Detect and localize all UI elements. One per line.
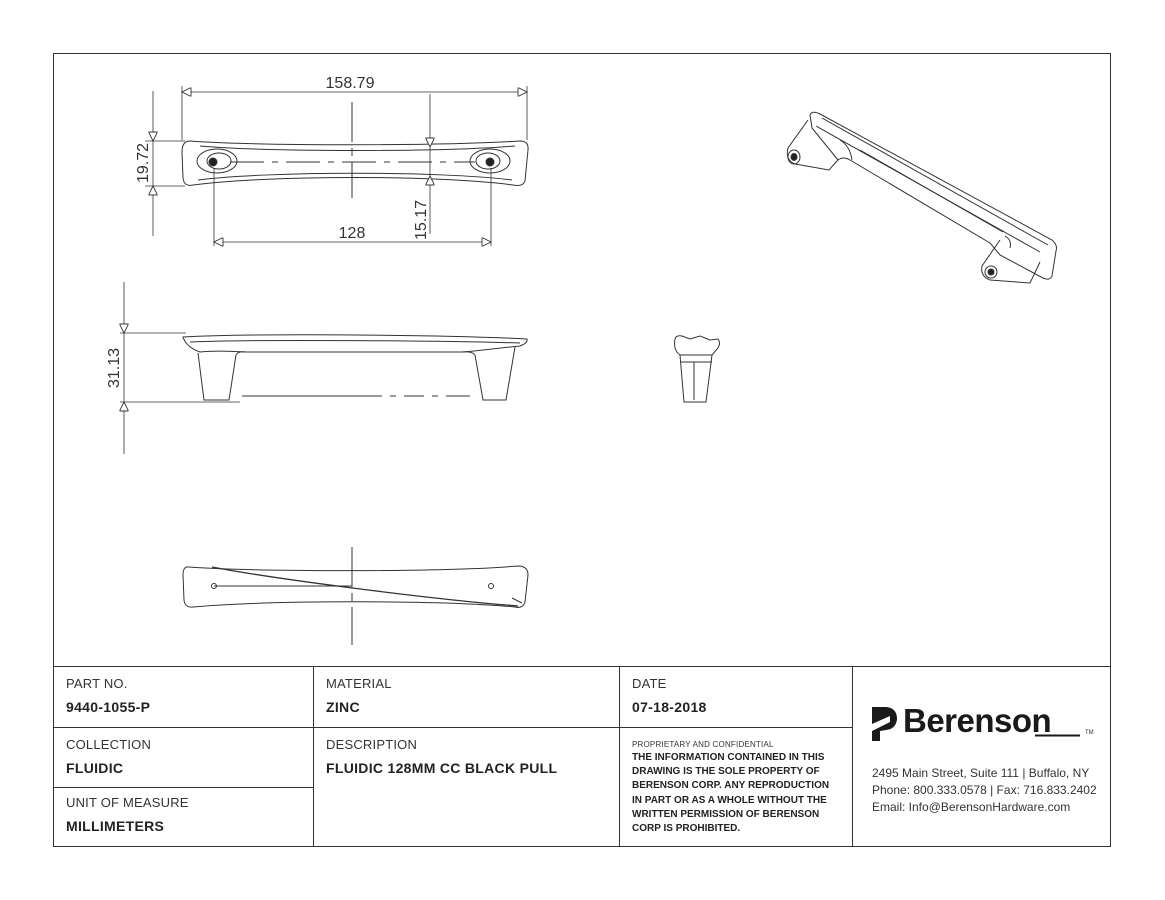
- company-email: Email: Info@BerensonHardware.com: [872, 800, 1071, 814]
- bottom-view: [183, 547, 528, 645]
- top-view-dimensions: [145, 86, 527, 246]
- part-no-value: 9440-1055-P: [66, 699, 151, 715]
- proprietary-line: DRAWING IS THE SOLE PROPERTY OF: [632, 766, 820, 778]
- proprietary-heading: PROPRIETARY AND CONFIDENTIAL: [632, 740, 774, 749]
- material-value: ZINC: [326, 699, 360, 715]
- date-value: 07-18-2018: [632, 699, 707, 715]
- proprietary-notice: [632, 751, 850, 836]
- proprietary-line: IN PART OR AS A WHOLE WITHOUT THE: [632, 794, 827, 806]
- dim-center-to-center: 128: [338, 225, 366, 242]
- description-label: DESCRIPTION: [326, 737, 418, 752]
- isometric-view: [787, 112, 1056, 283]
- company-address: 2495 Main Street, Suite 111 | Buffalo, NY: [872, 766, 1090, 780]
- front-view: [120, 333, 527, 402]
- part-no-label: PART NO.: [66, 676, 128, 691]
- collection-label: COLLECTION: [66, 737, 152, 752]
- proprietary-line: THE INFORMATION CONTAINED IN THIS: [632, 752, 825, 763]
- trademark-mark: TM: [1085, 730, 1094, 736]
- proprietary-line: BERENSON CORP. ANY REPRODUCTION: [632, 780, 830, 792]
- collection-value: FLUIDIC: [66, 760, 124, 776]
- date-label: DATE: [632, 676, 667, 691]
- dim-overall-length: 158.79: [325, 75, 375, 92]
- dim-inner-width: 15.17: [413, 199, 430, 241]
- dim-height: 31.13: [106, 347, 123, 389]
- end-view: [675, 336, 720, 402]
- dim-width: 19.72: [135, 142, 152, 184]
- description-value: FLUIDIC 128MM CC BLACK PULL: [326, 760, 558, 776]
- unit-of-measure-label: UNIT OF MEASURE: [66, 795, 189, 810]
- company-phone: Phone: 800.333.0578 | Fax: 716.833.2402: [872, 783, 1097, 797]
- unit-of-measure-value: MILLIMETERS: [66, 818, 165, 834]
- proprietary-line: WRITTEN PERMISSION OF BERENSON: [632, 808, 820, 820]
- proprietary-line: CORP IS PROHIBITED.: [632, 823, 741, 835]
- company-name: Berenson: [903, 702, 1052, 739]
- top-view: [182, 102, 528, 198]
- material-label: MATERIAL: [326, 676, 392, 691]
